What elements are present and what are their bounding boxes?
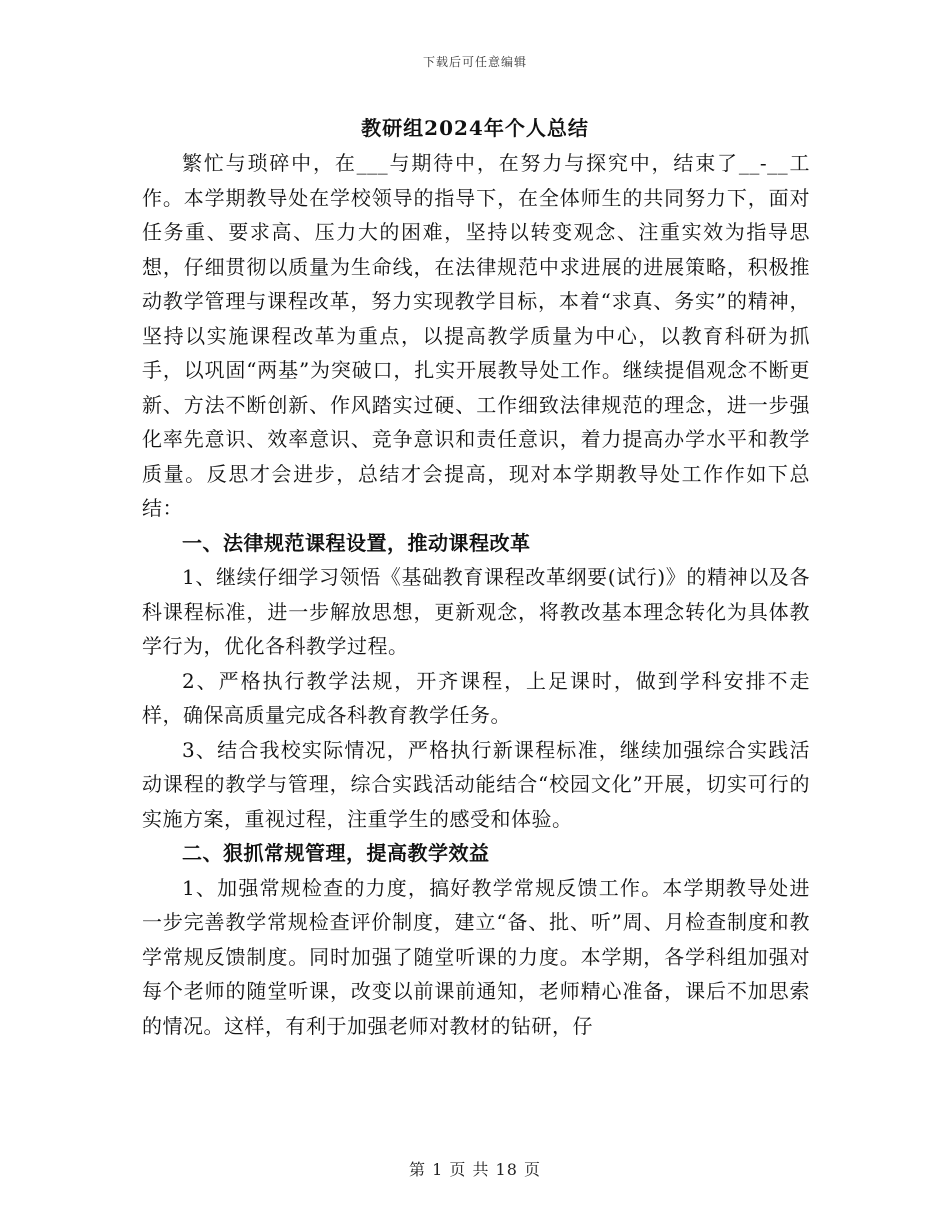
section-1-paragraph-3: 3、结合我校实际情况，严格执行新课程标准，继续加强综合实践活动课程的教学与管理，综合实践活动能结合“校园文化”开展，切实可行的实施方案，重视过程，注重学生的感受和体验。 <box>142 737 810 831</box>
header-note: 下载后可任意编辑 <box>422 55 527 69</box>
section-1-paragraph-2: 2、严格执行教学法规，开齐课程，上足课时，做到学科安排不走样，确保高质量完成各科教育教学任务。 <box>142 668 810 727</box>
document-body <box>142 146 810 1043</box>
section-heading-2: 二、狠抓常规管理，提高教学效益 <box>182 841 490 865</box>
section-2-paragraph-1: 1、加强常规检查的力度，搞好教学常规反馈工作。本学期教导处进一步完善教学常规检查评价制度，建立“备、批、听”周、月检查制度和教学常规反馈制度。同时加强了随堂听课的力度。本学期，各学科组加强对每个老师的随堂听课，改变以前课前通知，老师精心准备，课后不加思索的情况。这样，有利于加强老师对教材的钻研，仔 <box>142 875 810 1038</box>
document-title: 教研组2024年个人总结 <box>361 116 589 140</box>
intro-paragraph: 繁忙与琐碎中，在___与期待中，在努力与探究中，结束了__-__工作。本学期教导处在学校领导的指导下，在全体师生的共同努力下，面对任务重、要求高、压力大的困难，坚持以转变观念、注重实效为指导思想，仔细贯彻以质量为生命线，在法律规范中求进展的进展策略，积极推动教学管理与课程改革，努力实现教学目标，本着“求真、务实”的精神，坚持以实施课程改革为重点，以提高教学质量为中心，以教育科研为抓手，以巩固“两基”为突破口，扎实开展教导处工作。继续提倡观念不断更新、方法不断创新、作风踏实过硬、工作细致法律规范的理念，进一步强化率先意识、效率意识、竞争意识和责任意识，着力提高办学水平和教学质量。反思才会进步，总结才会提高，现对本学期教导处工作作如下总结： <box>142 151 810 520</box>
page-number: 第 1 页 共 18 页 <box>409 1160 541 1179</box>
section-1-paragraph-1: 1、继续仔细学习领悟《基础教育课程改革纲要(试行)》的精神以及各科课程标准，进一步解放思想，更新观念，将教改基本理念转化为具体教学行为，优化各科教学过程。 <box>142 565 810 658</box>
section-heading-1: 一、法律规范课程设置，推动课程改革 <box>182 530 531 555</box>
